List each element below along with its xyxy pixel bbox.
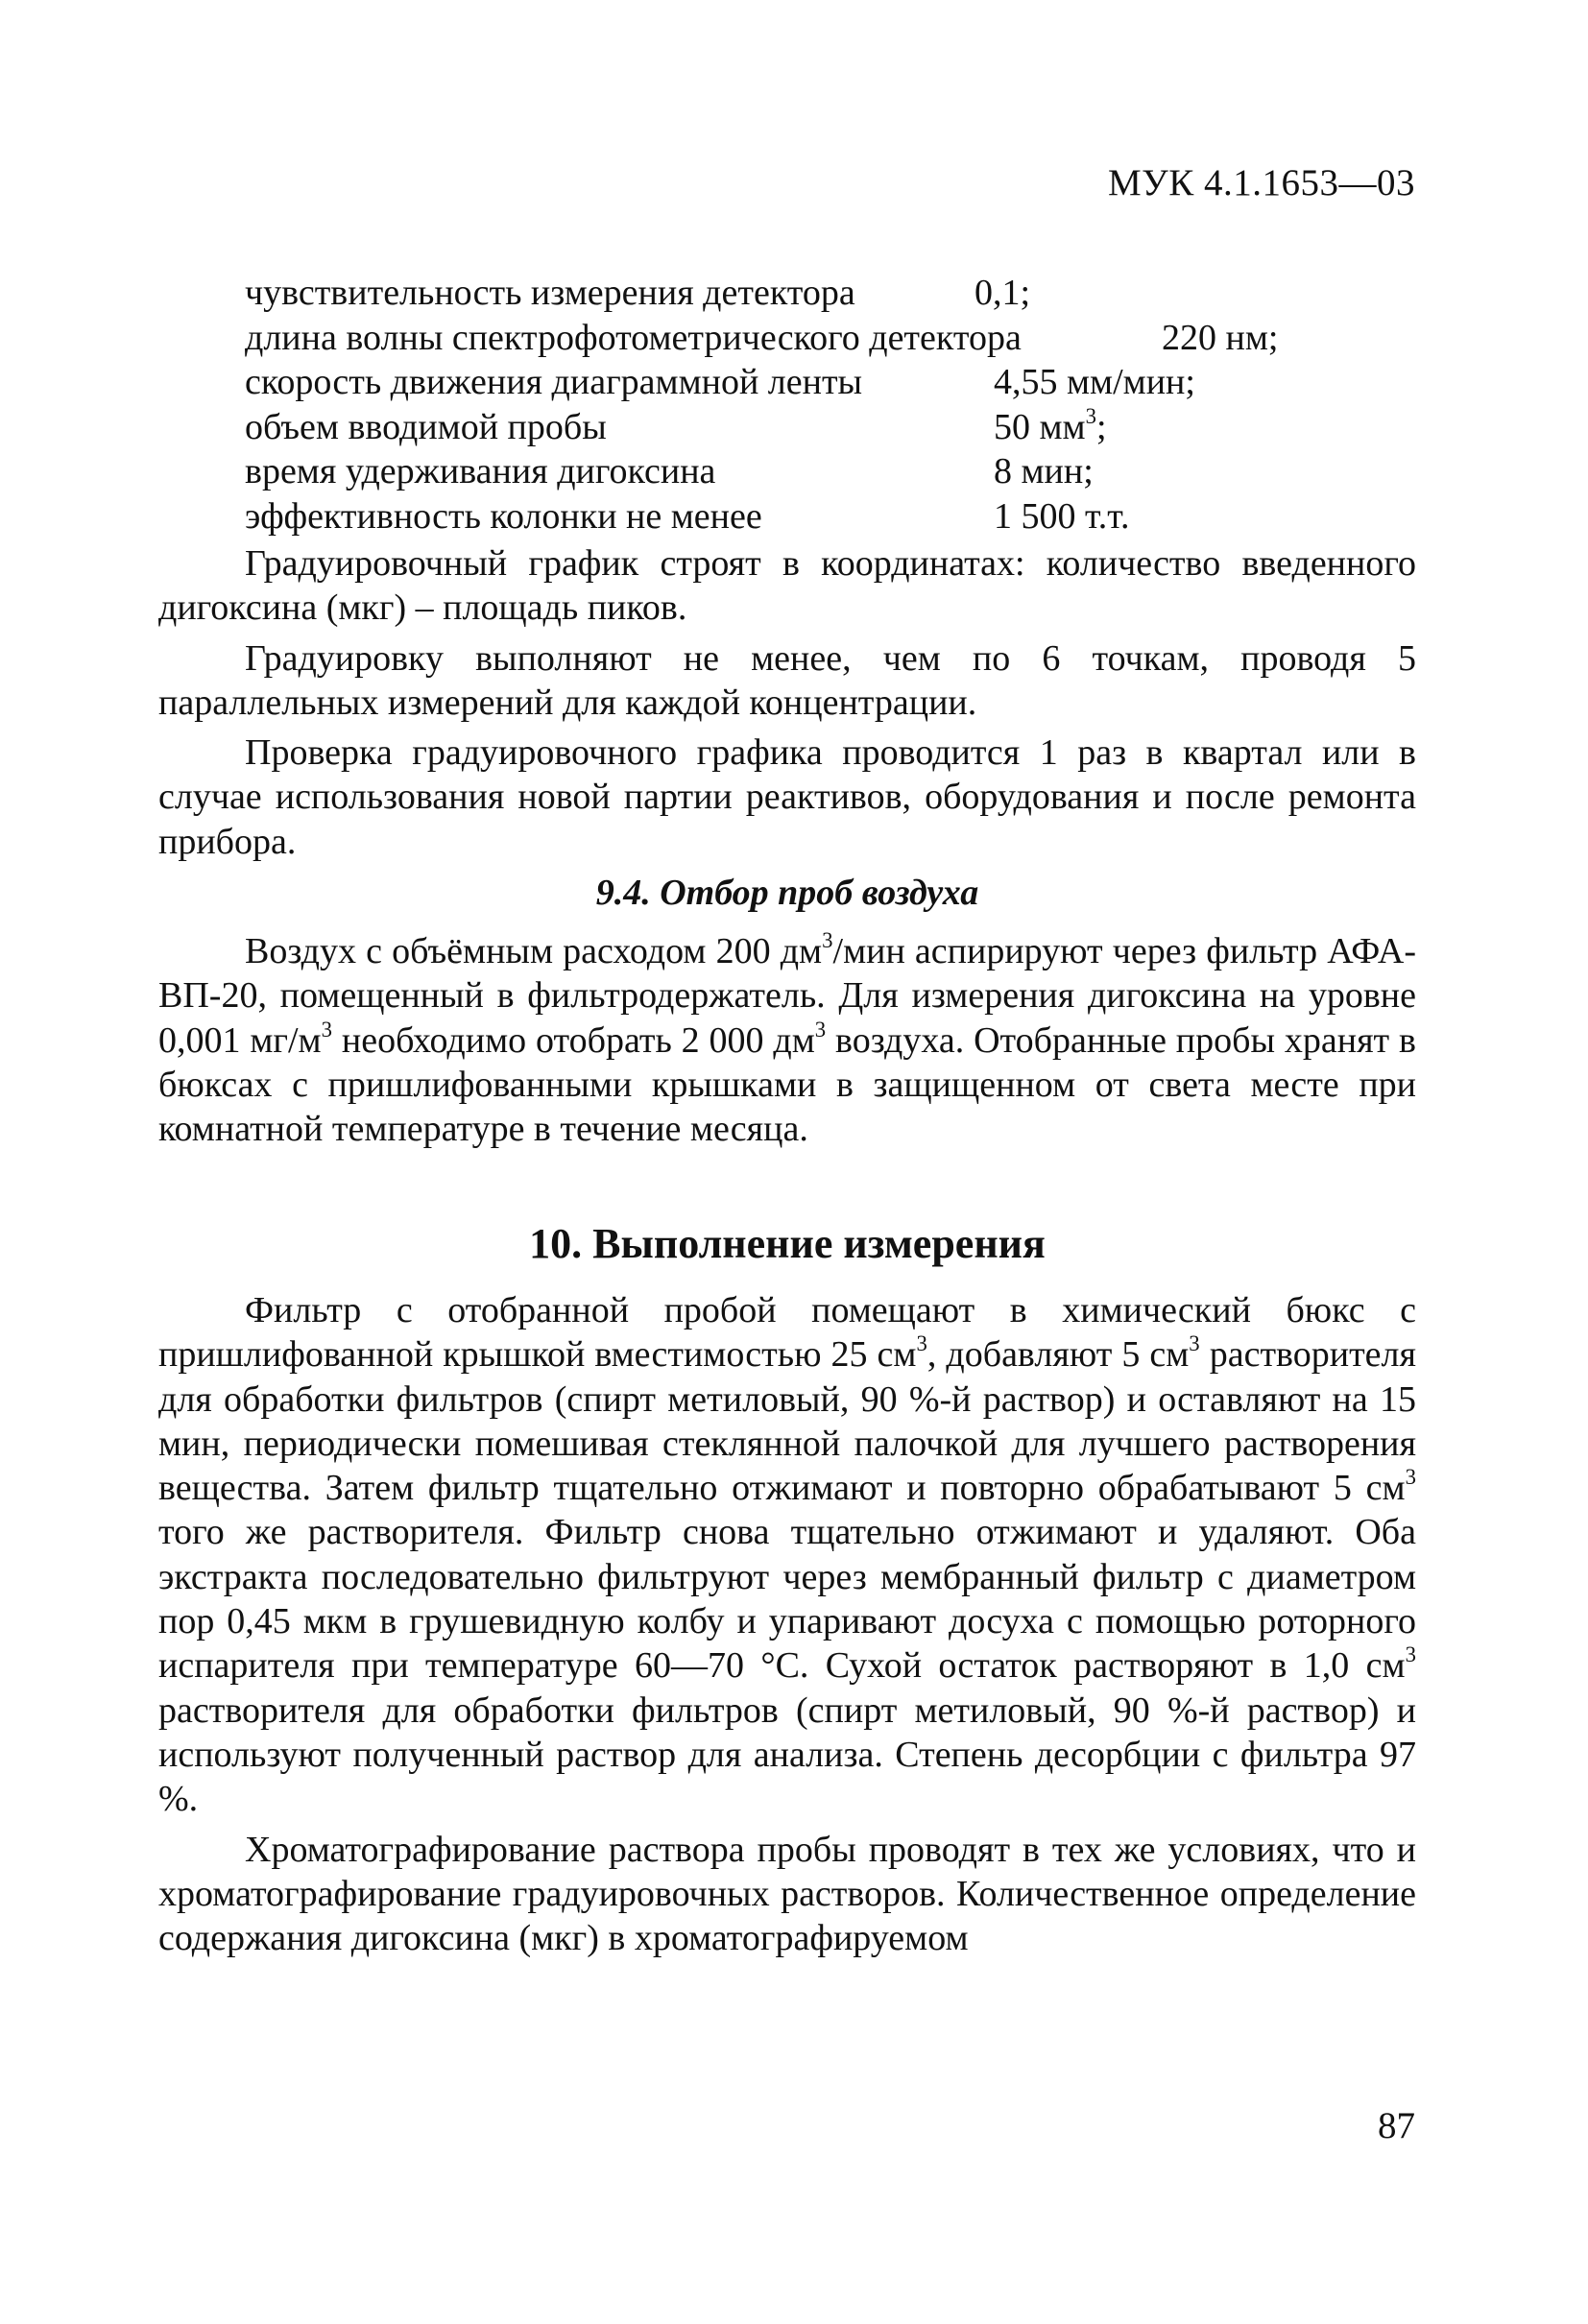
- air-sampling-section: [158, 929, 1416, 1151]
- parameter-label: эффективность колонки не менее: [245, 495, 762, 537]
- parameter-value: 0,1;: [974, 273, 1031, 313]
- document-code-header: МУК 4.1.1653—03: [1107, 162, 1415, 204]
- parameter-row: [245, 271, 1416, 316]
- parameter-value: 8 мин;: [994, 451, 1094, 491]
- page-number: 87: [1378, 2105, 1415, 2146]
- parameter-label: время удерживания дигоксина: [245, 451, 716, 491]
- instrument-parameters-list: [245, 271, 1416, 539]
- calibration-paragraphs: [158, 541, 1416, 864]
- section-9-4-title: 9.4. Отбор проб воздуха: [595, 873, 979, 913]
- parameter-row: [245, 405, 1416, 450]
- parameter-row: [245, 360, 1416, 405]
- parameter-value: 50 $мм^3$;: [994, 403, 1107, 447]
- paragraph: Воздух с объёмным расходом 200 $дм^3$/мин аспирируют через фильтр АФА-ВП-20, помещенный в фильтродержатель. Для измерения дигоксина на уровне 0,001 $мг/м^3$ необходимо отобрать 2 000 $дм^3$ воздуха. Отобранные пробы хранят в бюксах с пришлифованными крышками в защищенном от света месте при комнатной температуре в течение месяца.: [158, 928, 1416, 1150]
- parameter-value: 1 500 т.т.: [994, 495, 1130, 537]
- parameter-row: [245, 494, 1416, 539]
- paragraph: Хроматографирование раствора пробы проводят в тех же условиях, что и хроматографирование градуировочных растворов. Количественное определение содержания дигоксина (мкг) в хроматографируемом: [158, 1829, 1416, 1959]
- paragraph: Фильтр с отобранной пробой помещают в химический бюкс с пришлифованной крышкой вместимостью 25 $см^3$, добавляют 5 $см^3$ растворителя для обработки фильтров (спирт метиловый, 90 %-й раствор) и оставляют на 15 мин, периодически помешивая стеклянной палочкой для лучшего растворения вещества. Затем фильтр тщательно отжимают и повторно обрабатывают 5 $см^3$ того же растворителя. Фильтр снова тщательно отжимают и удаляют. Оба экстракта последовательно фильтруют через мембранный фильтр с диаметром пор 0,45 мкм в грушевидную колбу и упаривают досуха с помощью роторного испарителя при температуре 60—70 °С. Сухой остаток растворяют в 1,0 $см^3$ растворителя для обработки фильтров (спирт метиловый, 90 %-й раствор) и используют полученный раствор для анализа. Степень десорбции с фильтра 97 %.: [158, 1290, 1416, 1820]
- measurement-section: [158, 1288, 1416, 1960]
- parameter-label: объем вводимой пробы: [245, 406, 607, 447]
- section-10-title: 10. Выполнение измерения: [529, 1220, 1046, 1267]
- parameter-value: 220 нм;: [1162, 317, 1279, 358]
- parameter-label: длина волны спектрофотометрического детектора: [245, 317, 1022, 358]
- parameter-row: [245, 316, 1416, 361]
- parameter-label: скорость движения диаграммной ленты: [245, 362, 863, 402]
- parameter-row: [245, 449, 1416, 494]
- parameter-value: 4,55 мм/мин;: [994, 362, 1195, 402]
- parameter-label: чувствительность измерения детектора: [245, 273, 855, 313]
- paragraph: Проверка градуировочного графика проводится 1 раз в квартал или в случае использования новой партии реактивов, оборудования и после ремонта прибора.: [158, 732, 1416, 862]
- paragraph: Градуировку выполняют не менее, чем по 6 точкам, проводя 5 параллельных измерений для каждой концентрации.: [158, 637, 1416, 723]
- paragraph: Градуировочный график строят в координатах: количество введенного дигоксина (мкг) – площадь пиков.: [158, 543, 1416, 629]
